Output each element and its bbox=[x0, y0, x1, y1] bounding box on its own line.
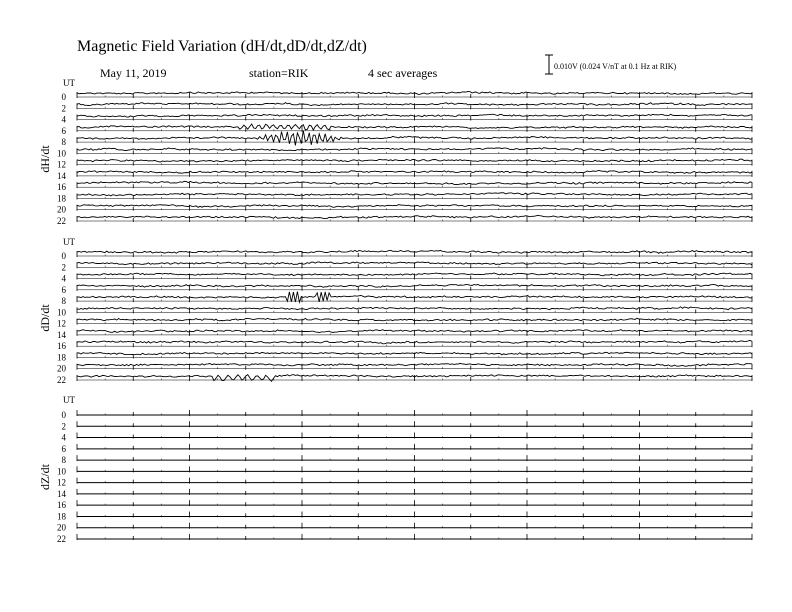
panel-label-dd-dt: dD/dt bbox=[38, 304, 52, 332]
row-label-dz-dt-20: 20 bbox=[57, 522, 66, 533]
row-label-dh-dt-20: 20 bbox=[57, 204, 66, 215]
row-label-dd-dt-10: 10 bbox=[57, 307, 66, 318]
row-label-dd-dt-12: 12 bbox=[57, 318, 66, 329]
row-label-dh-dt-22: 22 bbox=[57, 216, 66, 226]
scale-bar-label: 0.010V (0.024 V/nT at 0.1 Hz at RIK) bbox=[554, 62, 677, 71]
ut-label-dz-dt: UT bbox=[63, 395, 75, 405]
row-label-dz-dt-10: 10 bbox=[57, 466, 66, 477]
row-label-dh-dt-2: 2 bbox=[61, 103, 66, 114]
row-label-dd-dt-8: 8 bbox=[61, 296, 66, 307]
row-label-dd-dt-4: 4 bbox=[61, 273, 66, 284]
row-label-dd-dt-0: 0 bbox=[61, 251, 66, 261]
row-label-dz-dt-12: 12 bbox=[57, 477, 66, 488]
row-label-dh-dt-0: 0 bbox=[61, 92, 66, 102]
ut-label-dd-dt: UT bbox=[63, 237, 75, 247]
row-label-dz-dt-14: 14 bbox=[57, 488, 66, 499]
row-label-dh-dt-4: 4 bbox=[61, 114, 66, 125]
row-label-dh-dt-18: 18 bbox=[57, 193, 66, 204]
row-label-dd-dt-18: 18 bbox=[57, 352, 66, 363]
row-label-dz-dt-2: 2 bbox=[61, 421, 66, 432]
row-label-dd-dt-20: 20 bbox=[57, 363, 66, 374]
station-label: station=RIK bbox=[249, 66, 309, 80]
row-label-dz-dt-0: 0 bbox=[61, 410, 66, 420]
row-label-dd-dt-22: 22 bbox=[57, 375, 66, 385]
row-label-dh-dt-14: 14 bbox=[57, 170, 66, 181]
row-label-dh-dt-16: 16 bbox=[57, 182, 66, 193]
row-label-dz-dt-18: 18 bbox=[57, 511, 66, 522]
date-label: May 11, 2019 bbox=[100, 66, 167, 80]
row-label-dh-dt-8: 8 bbox=[61, 137, 66, 148]
row-label-dd-dt-6: 6 bbox=[61, 284, 66, 295]
row-label-dz-dt-8: 8 bbox=[61, 455, 66, 466]
row-label-dh-dt-12: 12 bbox=[57, 159, 66, 170]
row-label-dh-dt-6: 6 bbox=[61, 125, 66, 136]
row-label-dd-dt-14: 14 bbox=[57, 329, 66, 340]
averaging-label: 4 sec averages bbox=[368, 66, 438, 80]
ut-label-dh-dt: UT bbox=[63, 78, 75, 88]
row-label-dz-dt-6: 6 bbox=[61, 443, 66, 454]
panel-label-dz-dt: dZ/dt bbox=[38, 464, 52, 490]
row-label-dh-dt-10: 10 bbox=[57, 148, 66, 159]
page-title: Magnetic Field Variation (dH/dt,dD/dt,dZ/dt) bbox=[77, 38, 367, 55]
row-label-dd-dt-16: 16 bbox=[57, 341, 66, 352]
row-label-dd-dt-2: 2 bbox=[61, 262, 66, 273]
row-label-dz-dt-22: 22 bbox=[57, 534, 66, 544]
panel-label-dh-dt: dH/dt bbox=[38, 145, 52, 173]
row-label-dz-dt-16: 16 bbox=[57, 500, 66, 511]
row-label-dz-dt-4: 4 bbox=[61, 432, 66, 443]
